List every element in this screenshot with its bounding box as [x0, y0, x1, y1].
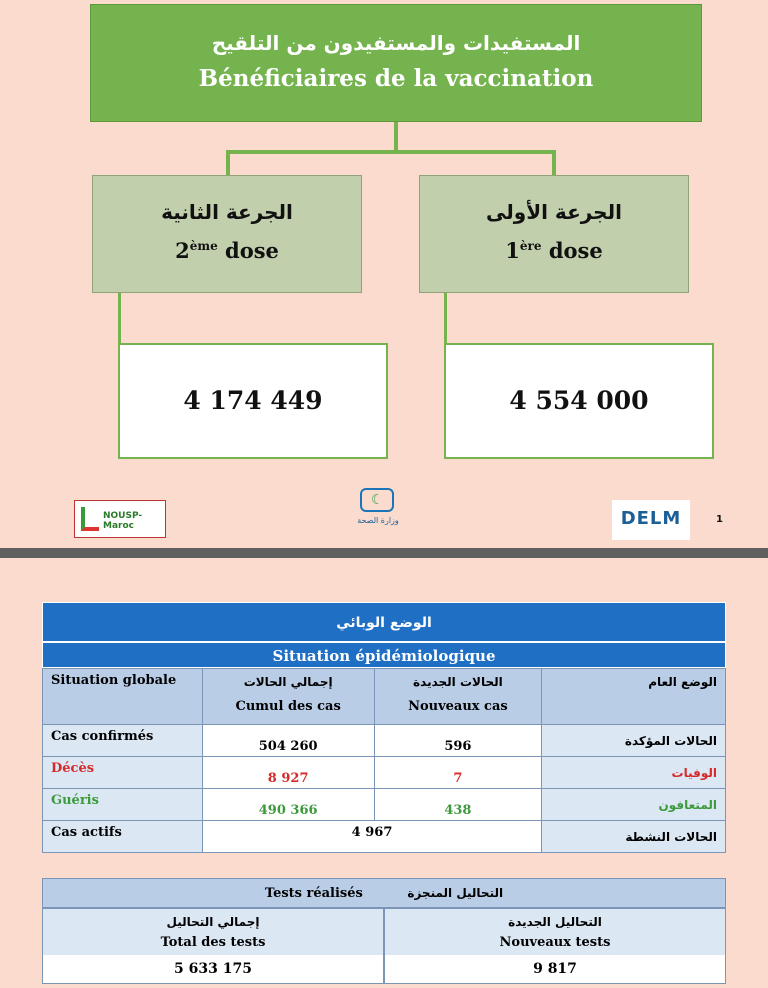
row-cumul: 4 967 — [202, 821, 541, 853]
delm-logo-text: DELM — [620, 508, 682, 529]
connector-line — [444, 292, 447, 344]
row-cumul: 490 366 — [202, 789, 374, 821]
tests-new-value: 9 817 — [385, 955, 725, 983]
row-label-fr: Cas actifs — [43, 821, 203, 853]
tests-columns — [42, 908, 726, 984]
tests-table — [42, 878, 726, 984]
delm-logo — [612, 500, 690, 540]
dose1-label-box — [419, 175, 689, 293]
dose2-label-fr: 2ème dose — [175, 238, 279, 263]
dose1-label-fr: 1ère dose — [505, 238, 603, 263]
page-number: 1 — [716, 514, 723, 525]
dose2-label-ar: الجرعة الثانية — [161, 200, 293, 224]
row-label-fr: Cas confirmés — [43, 725, 203, 757]
connector-line — [394, 122, 398, 152]
nousp-logo-mark — [81, 507, 99, 531]
table-header-row — [43, 669, 726, 725]
ministry-logo — [348, 484, 408, 542]
tests-new-column — [384, 908, 726, 984]
vaccination-title-ar: المستفيدات والمستفيدون من التلقيح — [211, 31, 581, 55]
tests-total-value: 5 633 175 — [43, 955, 383, 983]
tests-title-ar: التحاليل المنجزة — [407, 886, 504, 900]
vaccination-title-fr: Bénéficiaires de la vaccination — [198, 65, 594, 92]
row-label-ar: الحالات المؤكدة — [542, 725, 726, 757]
tests-new-label: التحاليل الجديدة Nouveaux tests — [385, 909, 725, 955]
epi-title-fr: Situation épidémiologique — [42, 642, 726, 668]
row-label-fr: Guéris — [43, 789, 203, 821]
connector-line — [226, 150, 230, 176]
row-label-fr: Décès — [43, 757, 203, 789]
page-separator — [0, 548, 768, 558]
tests-total-column — [42, 908, 384, 984]
nousp-logo — [74, 500, 166, 538]
table-row — [43, 757, 726, 789]
connector-line — [552, 150, 556, 176]
tests-header — [42, 878, 726, 908]
epidemiology-table — [42, 602, 726, 853]
nousp-logo-text: NOUSP-Maroc — [103, 511, 143, 531]
header-situation-ar: الوضع العام — [542, 669, 726, 725]
epidemiology-page — [0, 558, 768, 988]
table-row — [43, 789, 726, 821]
row-nouveaux: 438 — [374, 789, 542, 821]
dose1-value: 4 554 000 — [444, 343, 714, 459]
header-nouveaux: الحالات الجديدة Nouveaux cas — [374, 669, 542, 725]
dose1-label-ar: الجرعة الأولى — [486, 200, 622, 224]
tests-title-fr: Tests réalisés — [264, 886, 363, 901]
ministry-logo-text: وزارة الصحة — [357, 516, 399, 525]
row-cumul: 8 927 — [202, 757, 374, 789]
table-row — [43, 821, 726, 853]
dose2-label-box — [92, 175, 362, 293]
row-nouveaux: 596 — [374, 725, 542, 757]
header-situation-globale: Situation globale — [43, 669, 203, 725]
crescent-icon: ☾ — [360, 488, 394, 512]
situation-table — [42, 668, 726, 853]
epi-title-ar: الوضع الوبائي — [42, 602, 726, 642]
vaccination-title-box — [90, 4, 702, 122]
connector-line — [118, 292, 121, 344]
header-cumul: إجمالي الحالات Cumul des cas — [202, 669, 374, 725]
tests-total-label: إجمالي التحاليل Total des tests — [43, 909, 383, 955]
connector-line — [226, 150, 556, 154]
row-nouveaux: 7 — [374, 757, 542, 789]
row-label-ar: الحالات النشطة — [542, 821, 726, 853]
dose2-value: 4 174 449 — [118, 343, 388, 459]
row-cumul: 504 260 — [202, 725, 374, 757]
row-label-ar: المتعافون — [542, 789, 726, 821]
row-label-ar: الوفيات — [542, 757, 726, 789]
table-row — [43, 725, 726, 757]
